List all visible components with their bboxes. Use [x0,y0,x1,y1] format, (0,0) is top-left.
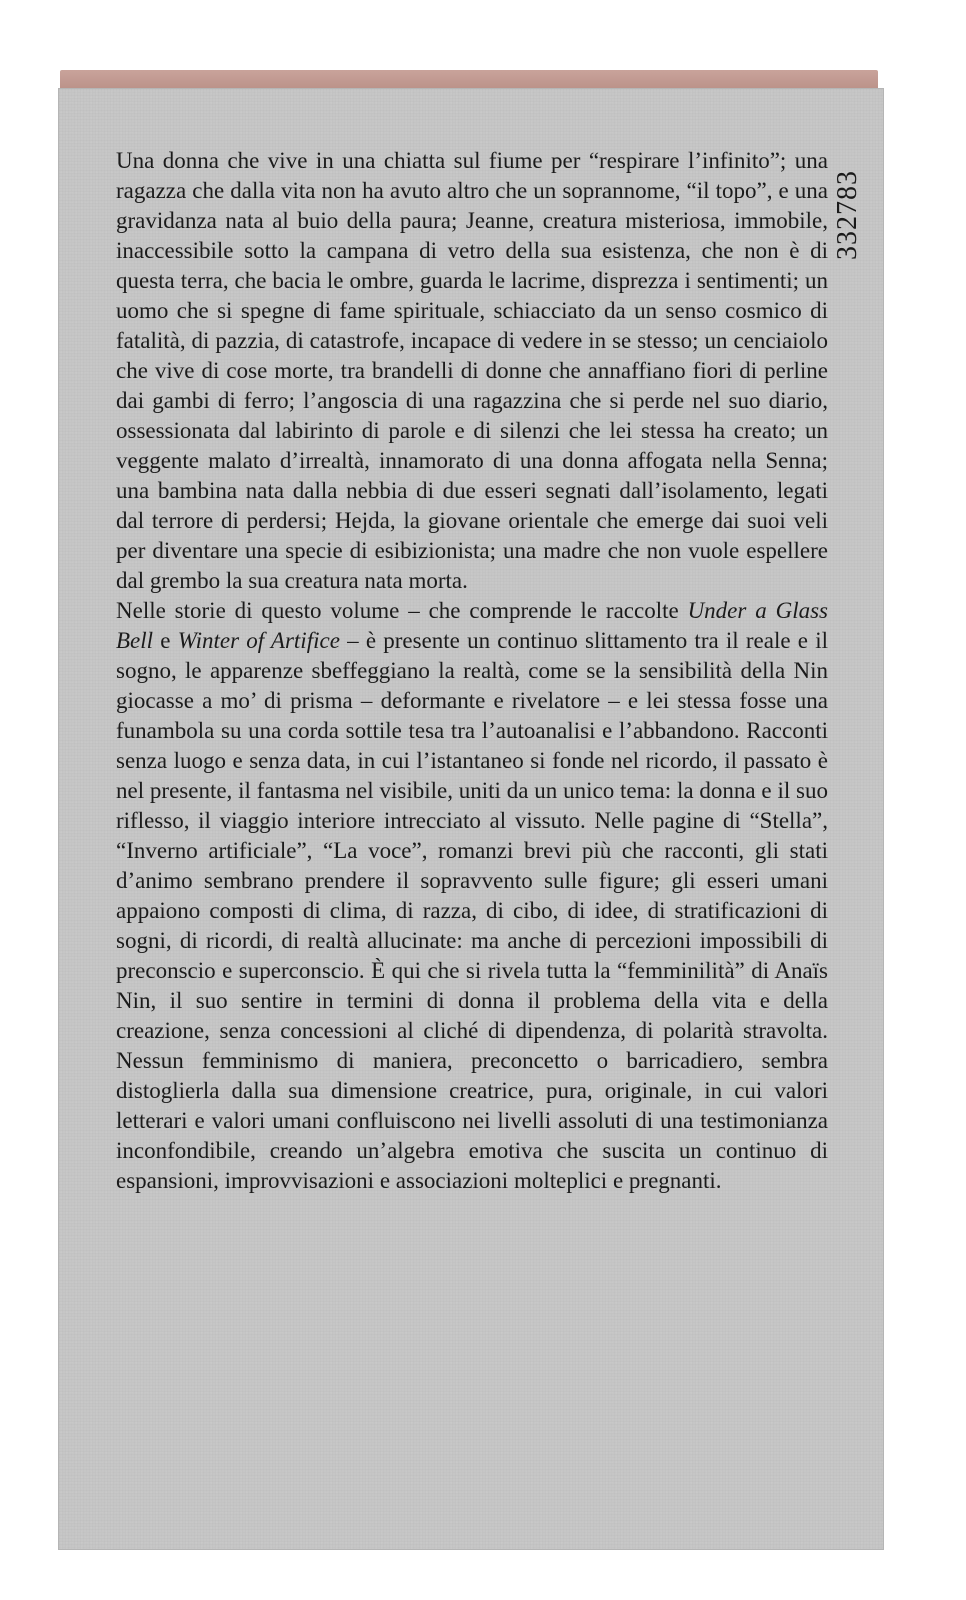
title-under-a-glass-bell: Under a Glass Bell [116,598,828,653]
blurb-p2-body: – è presente un continuo slittamento tra il reale e il sogno, le apparenze sbeffeggiano la realtà, come se la sensibilità della Nin giocasse a mo’ di prisma – deformante e rivelatore – e lei stessa fosse una funambola su una corda sottile tesa tra l’autoanalisi e l’abbandono. Racconti senza luogo e senza data, in cui l’istantaneo si fonde nel ricordo, il passato è nel presente, il fantasma nel visibile, uniti da un unico tema: la donna e il suo riflesso, il viaggio interiore intrecciato al vissuto. Nelle pagine di “Stella”, “Inverno artificiale”, “La voce”, romanzi brevi più che racconti, gli stati d’animo sembrano prendere il sopravvento sulle figure; gli esseri umani appaiono composti di clima, di razza, di cibo, di idee, di stratificazioni di sogni, di ricordi, di realtà allucinate: ma anche di percezioni impossibili di preconscio e superconscio. È qui che si rivela tutta la “femminilità” di Anaïs Nin, il suo sentire in termini di donna il problema della vita e della creazione, senza concessioni al cliché di dipendenza, di polarità stravolta. Nessun femminismo di maniera, preconcetto o barricadiero, sembra distoglierla dalla sua dimensione creatrice, pura, originale, in cui valori letterari e valori umani confluiscono nei livelli assoluti di una testimonianza inconfondibile, creando un’algebra emotiva che suscita un continuo di espansioni, improvvisazioni e associazioni molteplici e pregnanti. [116,628,828,1193]
blurb-p2-intro: Nelle storie di questo volume – che comprende le raccolte [116,598,688,623]
blurb-paragraph-1: Una donna che vive in una chiatta sul fiume per “respirare l’infinito”; una ragazza che dalla vita non ha avuto altro che un soprannome, “il topo”, e una gravidanza nata al buio della paura; Jeanne, creatura misteriosa, immobile, inaccessibile sotto la campana di vetro della sua esistenza, che non è di questa terra, che bacia le ombre, guarda le lacrime, disprezza i sentimenti; un uomo che si spegne di fame spirituale, schiacciato da un senso cosmico di fatalità, di pazzia, di catastrofe, incapace di vedere in se stesso; un cenciaiolo che vive di cose morte, tra brandelli di donne che annaffiano fiori di perline dai gambi di ferro; l’angoscia di una ragazzina che si perde nel suo diario, ossessionata dal labirinto di parole e di silenzi che lei stessa ha creato; un veggente malato d’irrealtà, innamorato di una donna affogata nella Senna; una bambina nata dalla nebbia di due esseri segnati dall’isolamento, legati dal terrore di perdersi; Hejda, la giovane orientale che emerge dai suoi veli per diventare una specie di esibizionista; una madre che non vuole espellere dal grembo la sua creatura nata morta. [116,148,828,593]
back-cover-blurb [116,146,828,1196]
blurb-paragraph-2 [116,596,828,1196]
serial-number-text: 332783 [832,170,863,260]
title-winter-of-artifice: Winter of Artifice [177,628,340,653]
blurb-p2-connector: e [153,628,178,653]
